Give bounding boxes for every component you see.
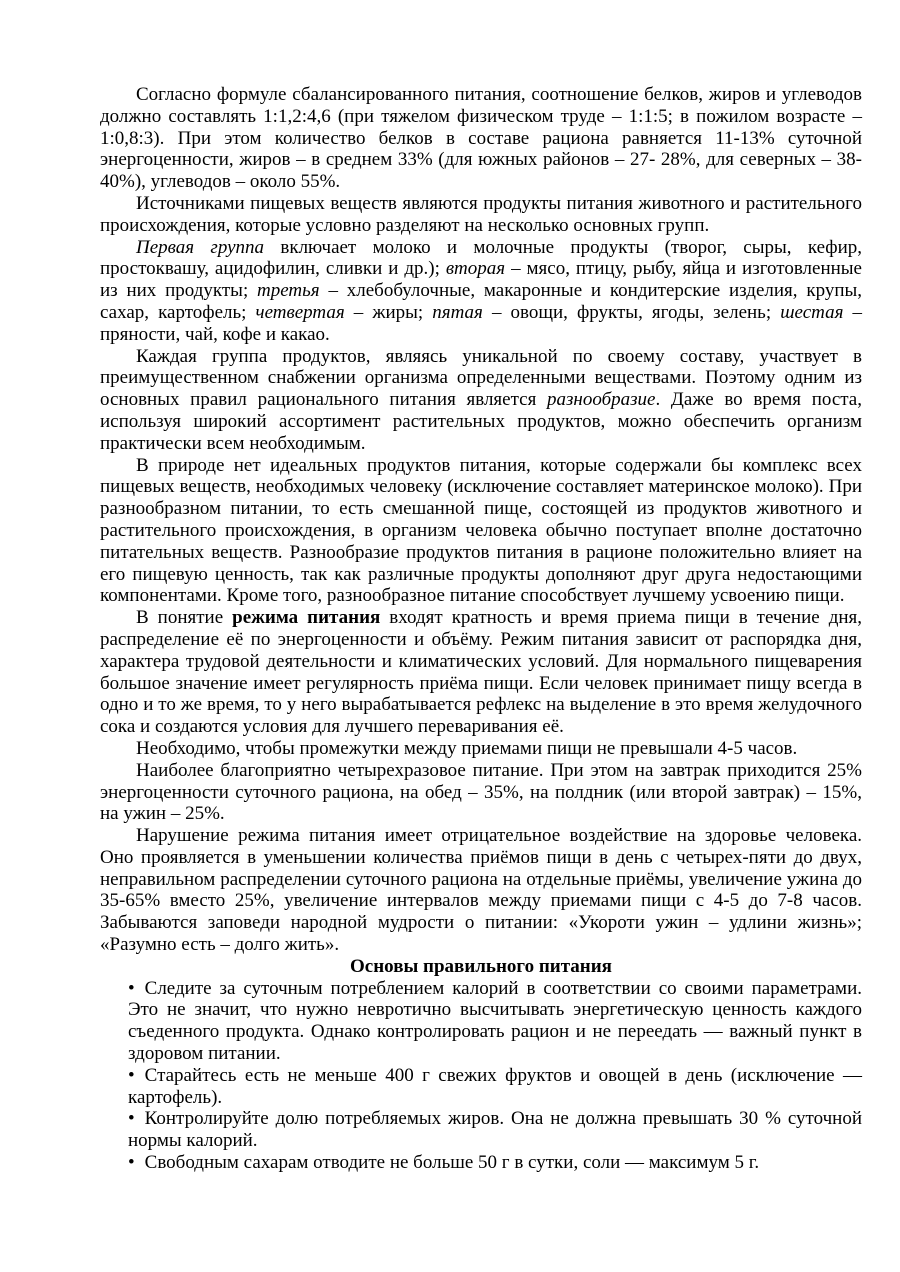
- text-run: вторая: [445, 258, 506, 280]
- bullet-icon: •: [128, 1064, 135, 1086]
- bullet-item: [100, 1065, 862, 1109]
- text-run: Следите за суточным потреблением калорий в соответствии со своими параметрами. Это не значит, что нужно невротично высчитывать энергетическую ценность каждого съеденного продукта. Однако контролировать рацион и не переедать — важный пункт в здоровом питании.: [128, 977, 862, 1065]
- bullet-icon: •: [128, 1108, 135, 1130]
- bullet-icon: •: [128, 977, 135, 999]
- text-run: Старайтесь есть не меньше 400 г свежих фруктов и овощей в день (исключение — картофель).: [128, 1064, 862, 1108]
- paragraph: [100, 825, 862, 956]
- paragraph: [100, 607, 862, 738]
- text-run: Согласно формуле сбалансированного питания, соотношение белков, жиров и углеводов должно составлять 1:1,2:4,6 (при тяжелом физическом труде – 1:1:5; в пожилом возрасте – 1:0,8:3). При этом количество белков в составе рациона равняется 11-13% суточной энергоценности, жиров – в среднем 33% (для южных районов – 27- 28%, для северных – 38-40%), углеводов – около 55%.: [100, 84, 862, 193]
- paragraph: [100, 738, 862, 760]
- text-run: – жиры;: [344, 301, 433, 323]
- text-run: – овощи, фрукты, ягоды, зелень;: [482, 301, 781, 323]
- bullet-item: [100, 1108, 862, 1152]
- text-run: Каждая группа продуктов, являясь уникальной по своему составу, участвует в преимущественном снабжении организма определенными веществами. Поэтому одним из основных правил рационального питания является: [100, 345, 862, 411]
- text-run: входят кратность и время приема пищи в течение дня, распределение её по энергоценности и объёму. Режим питания зависит от распорядка дня, характера трудовой деятельности и климатических условий. Для нормального пищеварения большое значение имеет регулярность приёма пищи. Если человек принимает пищу всегда в одно и то же время, то у него вырабатывается рефлекс на выделение в это время желудочного сока и создаются условия для лучшего переваривания её.: [100, 607, 863, 738]
- text-run: – мясо, птицу, рыбу, яйца и изготовленные из них продукты;: [100, 258, 862, 302]
- text-run: Необходимо, чтобы промежутки между приемами пищи не превышали 4-5 часов.: [136, 737, 798, 759]
- text-run: В природе нет идеальных продуктов питания, которые содержали бы комплекс всех пищевых веществ, необходимых человеку (исключение составляет материнское молоко). При разнообразном питании, то есть смешанной пище, состоящей из продуктов животного и растительного происхождения, в организм человека обычно поступает вполне достаточно питательных веществ. Разнообразие продуктов питания в рационе положительно влияет на его пищевую ценность, так как различные продукты дополняют друг друга недостающими компонентами. Кроме того, разнообразное питание способствует лучшему усвоению пищи.: [100, 454, 862, 607]
- paragraph: [100, 346, 862, 455]
- text-run: – хлебобулочные, макаронные и кондитерские изделия, крупы, сахар, картофель;: [100, 280, 863, 323]
- text-run: включает молоко и молочные продукты (творог, сыры, кефир, простоквашу, ацидофилин, сливки и др.);: [100, 236, 862, 280]
- paragraph: [100, 760, 862, 825]
- section-heading: [100, 956, 862, 978]
- text-run: – пряности, чай, кофе и какао.: [100, 301, 863, 345]
- text-run: Контролируйте долю потребляемых жиров. Она не должна превышать 30 % суточной нормы калорий.: [128, 1108, 862, 1152]
- text-run: Свободным сахарам отводите не больше 50 г в сутки, соли — максимум 5 г.: [144, 1152, 760, 1174]
- text-run: четвертая: [255, 301, 345, 323]
- text-run: Первая группа: [136, 236, 265, 258]
- bullet-icon: •: [128, 1152, 135, 1174]
- paragraph: [100, 193, 862, 237]
- text-run: . Даже во время поста, используя широкий ассортимент растительных продуктов, можно обеспечить организм практически всем необходимым.: [100, 389, 862, 454]
- paragraph: [100, 84, 862, 193]
- text-run: пятая: [432, 301, 483, 323]
- paragraph: [100, 455, 862, 608]
- document-content: [100, 84, 862, 1174]
- text-run: Наиболее благоприятно четырехразовое питание. При этом на завтрак приходится 25% энергоценности суточного рациона, на обед – 35%, на полдник (или второй завтрак) – 15%, на ужин – 25%.: [100, 759, 862, 825]
- text-run: режима питания: [232, 607, 381, 629]
- text-run: Источниками пищевых веществ являются продукты питания животного и растительного происхождения, которые условно разделяют на несколько основных групп.: [100, 192, 862, 236]
- text-run: В понятие: [136, 607, 233, 629]
- text-run: Нарушение режима питания имеет отрицательное воздействие на здоровье человека. Оно проявляется в уменьшении количества приёмов пищи в день с четырех-пяти до двух, неправильном распределении суточного рациона на отдельные приёмы, увеличение ужина до 35-65% вместо 25%, увеличение интервалов между приемами пищи с 4-5 до 7-8 часов. Забываются заповеди народной мудрости о питании: «Укороти ужин – удлини жизнь»; «Разумно есть – долго жить».: [100, 825, 862, 956]
- bullet-item: [100, 1152, 862, 1174]
- paragraph: [100, 237, 862, 346]
- text-run: Основы правильного питания: [350, 955, 612, 977]
- bullet-item: [100, 978, 862, 1065]
- text-run: шестая: [780, 301, 844, 323]
- text-run: третья: [257, 280, 320, 302]
- text-run: разнообразие: [547, 389, 656, 411]
